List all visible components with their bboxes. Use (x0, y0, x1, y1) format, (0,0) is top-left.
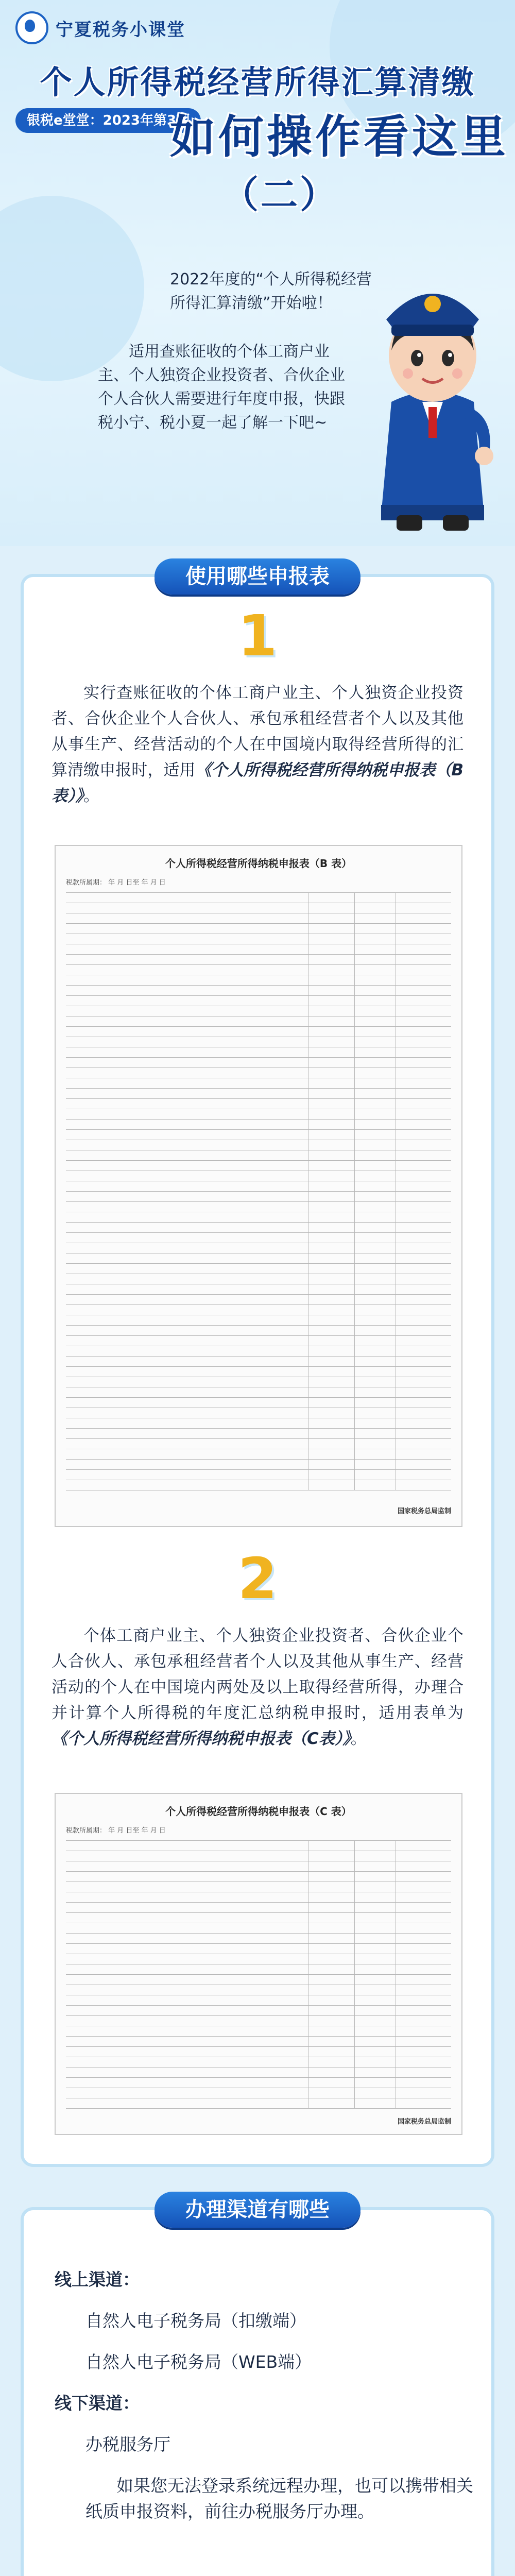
form-table-row (66, 1026, 451, 1037)
section-channels-header: 办理渠道有哪些 (154, 2192, 360, 2228)
section-forms-header: 使用哪些申报表 (154, 558, 360, 595)
form-table-row (66, 1253, 451, 1264)
paragraph-2-text: 个体工商户业主、个人独资企业投资者、合伙企业个人合伙人、承包承租经营者个人以及其他从事生产、经营活动的个人在中国境内两处及以上取得经营所得，办理合并计算个人所得税的年度汇总纳税申报时，适用表单为 (52, 1626, 464, 1722)
form-table-row (66, 1428, 451, 1439)
form-table-row (66, 1459, 451, 1470)
form-b-name: 《个人所得税经营所得纳税申报表（B表）》 (52, 761, 464, 805)
form-c-footer: 国家税务总局监制 (397, 2118, 451, 2126)
form-table-row (66, 1181, 451, 1192)
hero-banner (0, 0, 515, 546)
form-table-row (66, 1840, 451, 1851)
form-table-row (66, 1882, 451, 1892)
online-channel-label: 线上渠道： (55, 2269, 140, 2290)
form-table-row (66, 1480, 451, 1490)
section-forms-paragraph-1 (52, 680, 464, 809)
form-table-row (66, 1985, 451, 1995)
form-table-row (66, 1346, 451, 1357)
form-table-row (66, 1902, 451, 1913)
form-table-row (66, 2067, 451, 2078)
form-table-row (66, 2015, 451, 2026)
form-table-row (66, 1469, 451, 1480)
form-table-row (66, 1140, 451, 1150)
form-table-row (66, 1449, 451, 1460)
form-table-row (66, 1418, 451, 1429)
form-table-row (66, 1037, 451, 1047)
form-table-row (66, 1274, 451, 1284)
form-table-row (66, 1243, 451, 1253)
form-table-row (66, 892, 451, 903)
paragraph-1-text: 实行查账征收的个体工商户业主、个人独资企业投资者、合伙企业个人合伙人、承包承租经营者个人以及其他从事生产、经营活动的个人在中国境内取得经营所得的汇算清缴申报时，适用 (52, 684, 464, 779)
paragraph-1-end: 。 (83, 787, 99, 805)
form-table-row (66, 954, 451, 965)
form-table-row (66, 2026, 451, 2037)
form-table-row (66, 975, 451, 986)
tax-officer-mascot-illustration (360, 247, 505, 536)
form-table-row (66, 964, 451, 975)
form-table-row (66, 1954, 451, 1964)
form-b-title: 个人所得税经营所得纳税申报表（B 表） (165, 857, 352, 870)
brand-logo-icon (15, 11, 48, 44)
form-table-row (66, 2077, 451, 2088)
form-table-row (66, 2036, 451, 2047)
offline-channel-1: 办税服务厅 (85, 2434, 170, 2454)
form-table-row (66, 1129, 451, 1140)
form-table-row (66, 1109, 451, 1120)
form-b-period: 税款所属期： 年 月 日至 年 月 日 (66, 879, 166, 887)
form-table-row (66, 903, 451, 913)
form-table-row (66, 1892, 451, 1903)
form-table-row (66, 1067, 451, 1078)
form-table-row (66, 2088, 451, 2098)
form-table-row (66, 1408, 451, 1418)
step-number-2: 2 (237, 1546, 278, 1612)
form-table-row (66, 1160, 451, 1171)
form-c-image (55, 1793, 462, 2135)
form-table-row (66, 923, 451, 934)
form-b-image (55, 845, 462, 1527)
form-table-row (66, 934, 451, 944)
hero-title-line2: 如何操作看这里 (170, 110, 509, 163)
form-c-title: 个人所得税经营所得纳税申报表（C 表） (165, 1805, 352, 1818)
form-table-row (66, 1397, 451, 1408)
hero-intro-1: 2022年度的“个人所得税经营所得汇算清缴”开始啦！ (170, 270, 372, 312)
form-table-row (66, 1150, 451, 1161)
form-table-row (66, 1933, 451, 1944)
offline-note: 如果您无法登录系统远程办理，也可以携带相关纸质申报资料，前往办税服务厅办理。 (85, 2476, 473, 2521)
form-table-row (66, 913, 451, 924)
form-table-row (66, 1335, 451, 1346)
form-table-row (66, 1315, 451, 1326)
form-table-row (66, 1325, 451, 1336)
form-table-row (66, 1284, 451, 1295)
form-table-row (66, 995, 451, 1006)
form-table-row (66, 1232, 451, 1243)
form-table-row (66, 1943, 451, 1954)
form-table-row (66, 1304, 451, 1315)
form-table-row (66, 1222, 451, 1233)
brand (15, 11, 185, 44)
series-tag: 银税e堂堂：2023年第3期 (15, 108, 201, 133)
form-table-row (66, 1016, 451, 1027)
form-c-name: 《个人所得税经营所得纳税申报表（C表）》 (52, 1730, 351, 1748)
form-table-row (66, 1974, 451, 1985)
form-table-row (66, 1366, 451, 1377)
step-number-1: 1 (237, 603, 278, 669)
form-table-row (66, 985, 451, 996)
form-table-row (66, 1119, 451, 1130)
offline-channel-label: 线下渠道： (55, 2393, 140, 2413)
form-table-row (66, 1923, 451, 1934)
brand-name: 宁夏税务小课堂 (56, 19, 185, 40)
form-b-footer: 国家税务总局监制 (397, 1507, 451, 1515)
form-table-row (66, 2005, 451, 2016)
form-table-row (66, 2098, 451, 2109)
form-table-row (66, 1098, 451, 1109)
form-c-table (66, 1840, 451, 2108)
hero-intro-2: 适用查账征收的个体工商户业主、个人独资企业投资者、合伙企业个人合伙人需要进行年度申报，快跟税小宁、税小夏一起了解一下吧~ (98, 343, 345, 432)
form-table-row (66, 1263, 451, 1274)
form-table-row (66, 1201, 451, 1212)
hero-title-line1: 个人所得税经营所得汇算清缴 (40, 63, 475, 101)
form-table-row (66, 1377, 451, 1387)
form-table-row (66, 1171, 451, 1181)
form-table-row (66, 1212, 451, 1223)
form-table-row (66, 1294, 451, 1305)
section-channels-card (24, 2198, 491, 2576)
form-table-row (66, 1438, 451, 1449)
section-forms-card (24, 565, 491, 2164)
form-table-row (66, 1088, 451, 1099)
paragraph-2-end: 。 (350, 1730, 367, 1748)
form-table-row (66, 1191, 451, 1202)
online-channel-2: 自然人电子税务局（WEB端） (85, 2352, 312, 2372)
form-table-row (66, 2046, 451, 2057)
form-table-row (66, 1057, 451, 1068)
hero-title-line3: （二） (221, 173, 339, 216)
form-table-row (66, 1078, 451, 1089)
form-table-row (66, 1912, 451, 1923)
online-channel-1: 自然人电子税务局（扣缴端） (85, 2311, 306, 2331)
form-table-row (66, 1995, 451, 2006)
section-forms-paragraph-2 (52, 1623, 464, 1752)
form-table-row (66, 1851, 451, 1861)
form-table-row (66, 1964, 451, 1975)
form-c-period: 税款所属期： 年 月 日至 年 月 日 (66, 1827, 166, 1835)
form-table-row (66, 1006, 451, 1016)
form-b-table (66, 892, 451, 1495)
form-table-row (66, 1861, 451, 1872)
form-table-row (66, 1047, 451, 1058)
form-table-row (66, 1356, 451, 1367)
form-table-row (66, 944, 451, 955)
form-table-row (66, 1871, 451, 1882)
form-table-row (66, 1387, 451, 1398)
form-table-row (66, 2057, 451, 2067)
